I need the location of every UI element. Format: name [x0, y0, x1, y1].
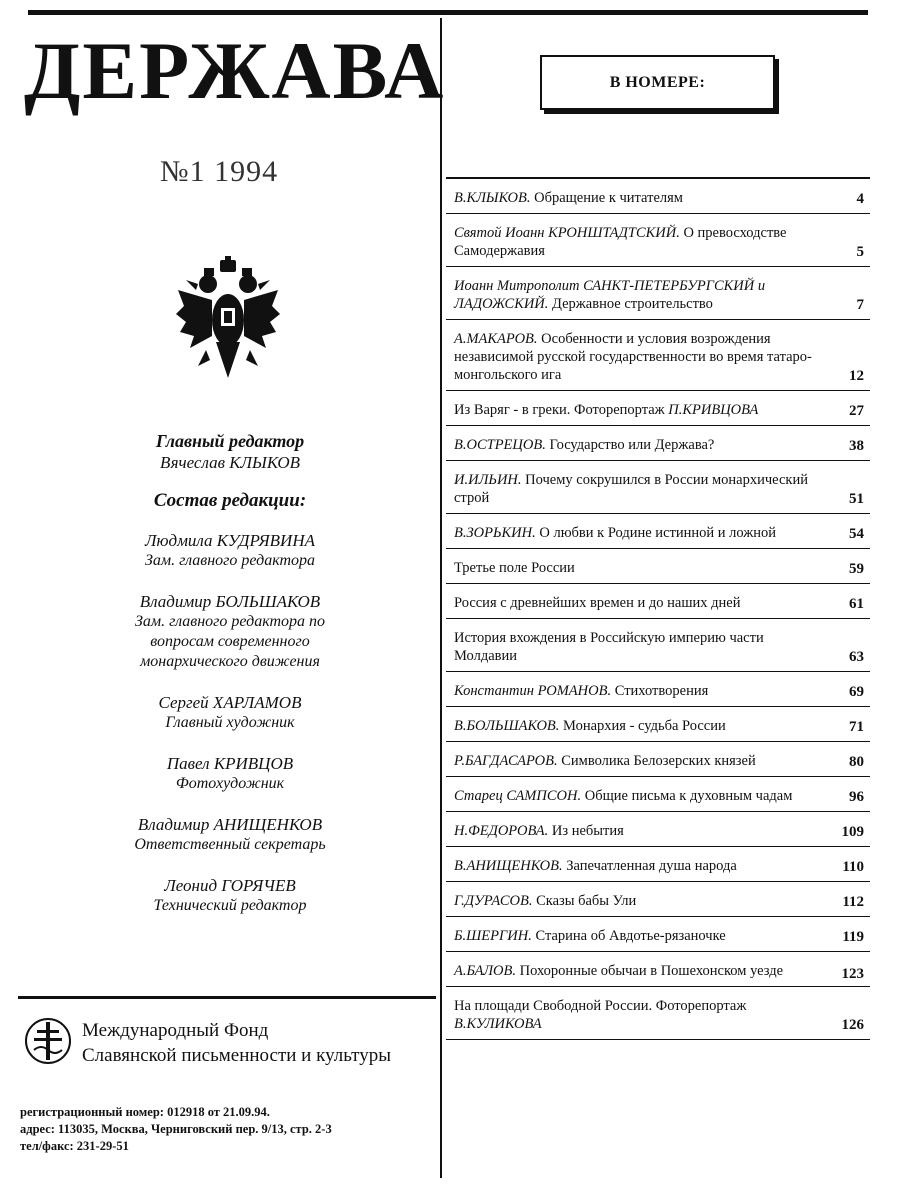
phone-fax: тел/факс: 231-29-51 [20, 1139, 129, 1153]
address: адрес: 113035, Москва, Черниговский пер. 9/13, стр. 2-3 [20, 1122, 332, 1136]
toc-title: Старина об Авдотье-рязаночке [535, 928, 726, 944]
staff-member [40, 692, 420, 733]
toc-page-number: 110 [842, 859, 864, 875]
toc-entry[interactable] [446, 514, 870, 549]
staff-member [40, 591, 420, 672]
fund-name-line2: Славянской письменности и культуры [82, 1045, 391, 1066]
toc-title: О любви к Родине истинной и ложной [539, 525, 777, 541]
toc-title: Почему сокрушился в России монархический строй [454, 472, 808, 506]
toc-entry[interactable] [446, 426, 870, 461]
toc-entry-text [454, 962, 830, 980]
toc-title: Россия с древнейших времен и до наших дней [454, 595, 741, 611]
chief-editor-name: Вячеслав КЛЫКОВ [159, 453, 300, 472]
toc-title: Третье поле России [454, 560, 575, 576]
toc-title: Державное строительство [552, 296, 713, 312]
toc-entry-text [454, 559, 830, 577]
staff-member [40, 814, 420, 855]
staff-member [40, 875, 420, 916]
toc-entry-text [454, 752, 830, 770]
toc-entry-text [454, 857, 830, 875]
toc-entry[interactable] [446, 777, 870, 812]
toc-entry[interactable] [446, 584, 870, 619]
toc-entry-text [454, 682, 830, 700]
toc-entry-text [454, 629, 830, 665]
toc-page-number: 51 [849, 491, 864, 507]
toc-entry-text [454, 330, 830, 384]
toc-page-number: 96 [849, 789, 864, 805]
toc-author: Старец САМПСОН. [454, 788, 582, 804]
toc-page-number: 27 [849, 403, 864, 419]
toc-title: Запечатленная душа народа [566, 858, 737, 874]
toc-author: И.ИЛЬИН. [454, 472, 522, 488]
toc-page-number: 4 [856, 191, 864, 207]
toc-page-number: 112 [842, 894, 864, 910]
double-headed-eagle-icon [176, 256, 280, 386]
toc-entry-text [454, 594, 830, 612]
issue-number: №1 1994 [160, 155, 279, 188]
toc-entry[interactable] [446, 847, 870, 882]
toc-entry-text [454, 436, 830, 454]
toc-entry[interactable] [446, 391, 870, 426]
footer-rule [18, 996, 436, 999]
toc-title: О превосходстве Самодержавия [454, 225, 787, 259]
toc-author: Константин РОМАНОВ. [454, 683, 612, 699]
toc-author: Н.ФЕДОРОВА. [454, 823, 549, 839]
staff-name: Павел КРИВЦОВ [166, 754, 294, 773]
toc-entry[interactable] [446, 179, 870, 214]
toc-entry-text [454, 401, 830, 419]
toc-title: Символика Белозерских князей [561, 753, 756, 769]
toc-page-number: 109 [841, 824, 864, 840]
toc-entry-text [454, 927, 830, 945]
staff-member [40, 530, 420, 571]
toc-title: Общие письма к духовным чадам [584, 788, 793, 804]
toc-entry-text [454, 717, 830, 735]
staff-role: Главный художник [165, 714, 295, 731]
toc-entry[interactable] [446, 549, 870, 584]
toc-entry[interactable] [446, 672, 870, 707]
toc-author: А.МАКАРОВ. [454, 331, 538, 347]
toc-entry-text [454, 822, 830, 840]
in-issue-heading: В НОМЕРЕ: [540, 55, 775, 110]
toc-entry[interactable] [446, 267, 870, 320]
toc-page-number: 71 [849, 719, 864, 735]
toc-entry-text [454, 471, 830, 507]
toc-title: На площади Свободной России. Фоторепортаж [454, 998, 747, 1014]
registration-number: регистрационный номер: 012918 от 21.09.94. [20, 1105, 270, 1119]
fund-cross-emblem-icon [24, 1016, 72, 1066]
toc-author: Г.ДУРАСОВ. [454, 893, 533, 909]
toc-title: Государство или Держава? [549, 437, 715, 453]
toc-entry[interactable] [446, 812, 870, 847]
toc-title: Особенности и условия возрождения независимой русской государственности во время татаро-монгольского ига [454, 331, 812, 383]
toc-entry[interactable] [446, 882, 870, 917]
toc-entry-text [454, 277, 830, 313]
staff-role: Зам. главного редактора [144, 552, 316, 569]
toc-title: Обращение к читателям [534, 190, 683, 206]
toc-page-number: 54 [849, 526, 864, 542]
toc-entry[interactable] [446, 214, 870, 267]
fund-name [82, 1018, 391, 1068]
toc-entry-text [454, 189, 830, 207]
toc-page-number: 123 [841, 966, 864, 982]
toc-page-number: 7 [856, 297, 864, 313]
toc-page-number: 5 [856, 244, 864, 260]
toc-author: Святой Иоанн КРОНШТАДТСКИЙ. [454, 225, 680, 241]
toc-author: В.АНИЩЕНКОВ. [454, 858, 563, 874]
toc-entry[interactable] [446, 461, 870, 514]
toc-author: В.КУЛИКОВА [454, 1016, 542, 1032]
imprint [20, 1104, 332, 1155]
toc-title: Из небытия [551, 823, 624, 839]
toc-author: Р.БАГДАСАРОВ. [454, 753, 558, 769]
toc-author: Иоанн Митрополит САНКТ-ПЕТЕРБУРГСКИЙ и ЛАДОЖСКИЙ. [454, 278, 766, 312]
toc-author: В.КЛЫКОВ. [454, 190, 531, 206]
staff-member [40, 753, 420, 794]
masthead-title: ДЕРЖАВА [24, 25, 446, 116]
toc-page-number: 63 [849, 649, 864, 665]
staff-role: Ответственный секретарь [134, 836, 326, 853]
toc-page-number: 38 [849, 438, 864, 454]
toc-title: Сказы бабы Ули [536, 893, 637, 909]
toc-entry[interactable] [446, 742, 870, 777]
toc-author: А.БАЛОВ. [454, 963, 516, 979]
toc-page-number: 61 [849, 596, 864, 612]
staff-name: Людмила КУДРЯВИНА [144, 531, 315, 550]
toc-title: Монархия - судьба России [563, 718, 726, 734]
toc-entry-text [454, 524, 830, 542]
top-rule [28, 10, 868, 15]
staff-name: Сергей ХАРЛАМОВ [158, 693, 302, 712]
toc-entry-text [454, 892, 830, 910]
editorial-staff [40, 430, 420, 936]
toc-page-number: 12 [849, 368, 864, 384]
toc-entry[interactable] [446, 987, 870, 1040]
toc-entry[interactable] [446, 917, 870, 952]
toc-page-number: 59 [849, 561, 864, 577]
toc-entry[interactable] [446, 320, 870, 391]
column-divider [440, 18, 442, 1178]
toc-entry[interactable] [446, 707, 870, 742]
toc-author: В.ЗОРЬКИН. [454, 525, 536, 541]
toc-page-number: 119 [842, 929, 864, 945]
toc-entry-text [454, 997, 830, 1033]
staff-role: Зам. главного редактора по вопросам современного монархического движения [134, 613, 326, 670]
staff-name: Владимир АНИЩЕНКОВ [137, 815, 323, 834]
fund-name-line1: Международный Фонд [82, 1020, 269, 1041]
toc-page-number: 126 [841, 1017, 864, 1033]
toc-title: Похоронные обычаи в Пошехонском уезде [519, 963, 784, 979]
table-of-contents [446, 177, 870, 1040]
toc-title: История вхождения в Российскую империю части Молдавии [454, 630, 764, 664]
editorial-board-label: Состав редакции: [153, 490, 307, 511]
toc-title: Стихотворения [614, 683, 709, 699]
staff-role: Фотохудожник [175, 775, 285, 792]
toc-page-number: 80 [849, 754, 864, 770]
toc-author: П.КРИВЦОВА [668, 402, 759, 418]
toc-entry-text [454, 224, 830, 260]
toc-author: В.ОСТРЕЦОВ. [454, 437, 546, 453]
toc-page-number: 69 [849, 684, 864, 700]
chief-editor-label: Главный редактор [155, 431, 305, 451]
staff-role: Технический редактор [153, 897, 307, 914]
toc-author: В.БОЛЬШАКОВ. [454, 718, 560, 734]
toc-entry[interactable] [446, 619, 870, 672]
toc-entry-text [454, 787, 830, 805]
toc-author: Б.ШЕРГИН. [454, 928, 532, 944]
staff-name: Леонид ГОРЯЧЕВ [164, 876, 296, 895]
staff-name: Владимир БОЛЬШАКОВ [139, 592, 321, 611]
toc-entry[interactable] [446, 952, 870, 987]
toc-title: Из Варяг - в греки. Фоторепортаж [454, 402, 665, 418]
